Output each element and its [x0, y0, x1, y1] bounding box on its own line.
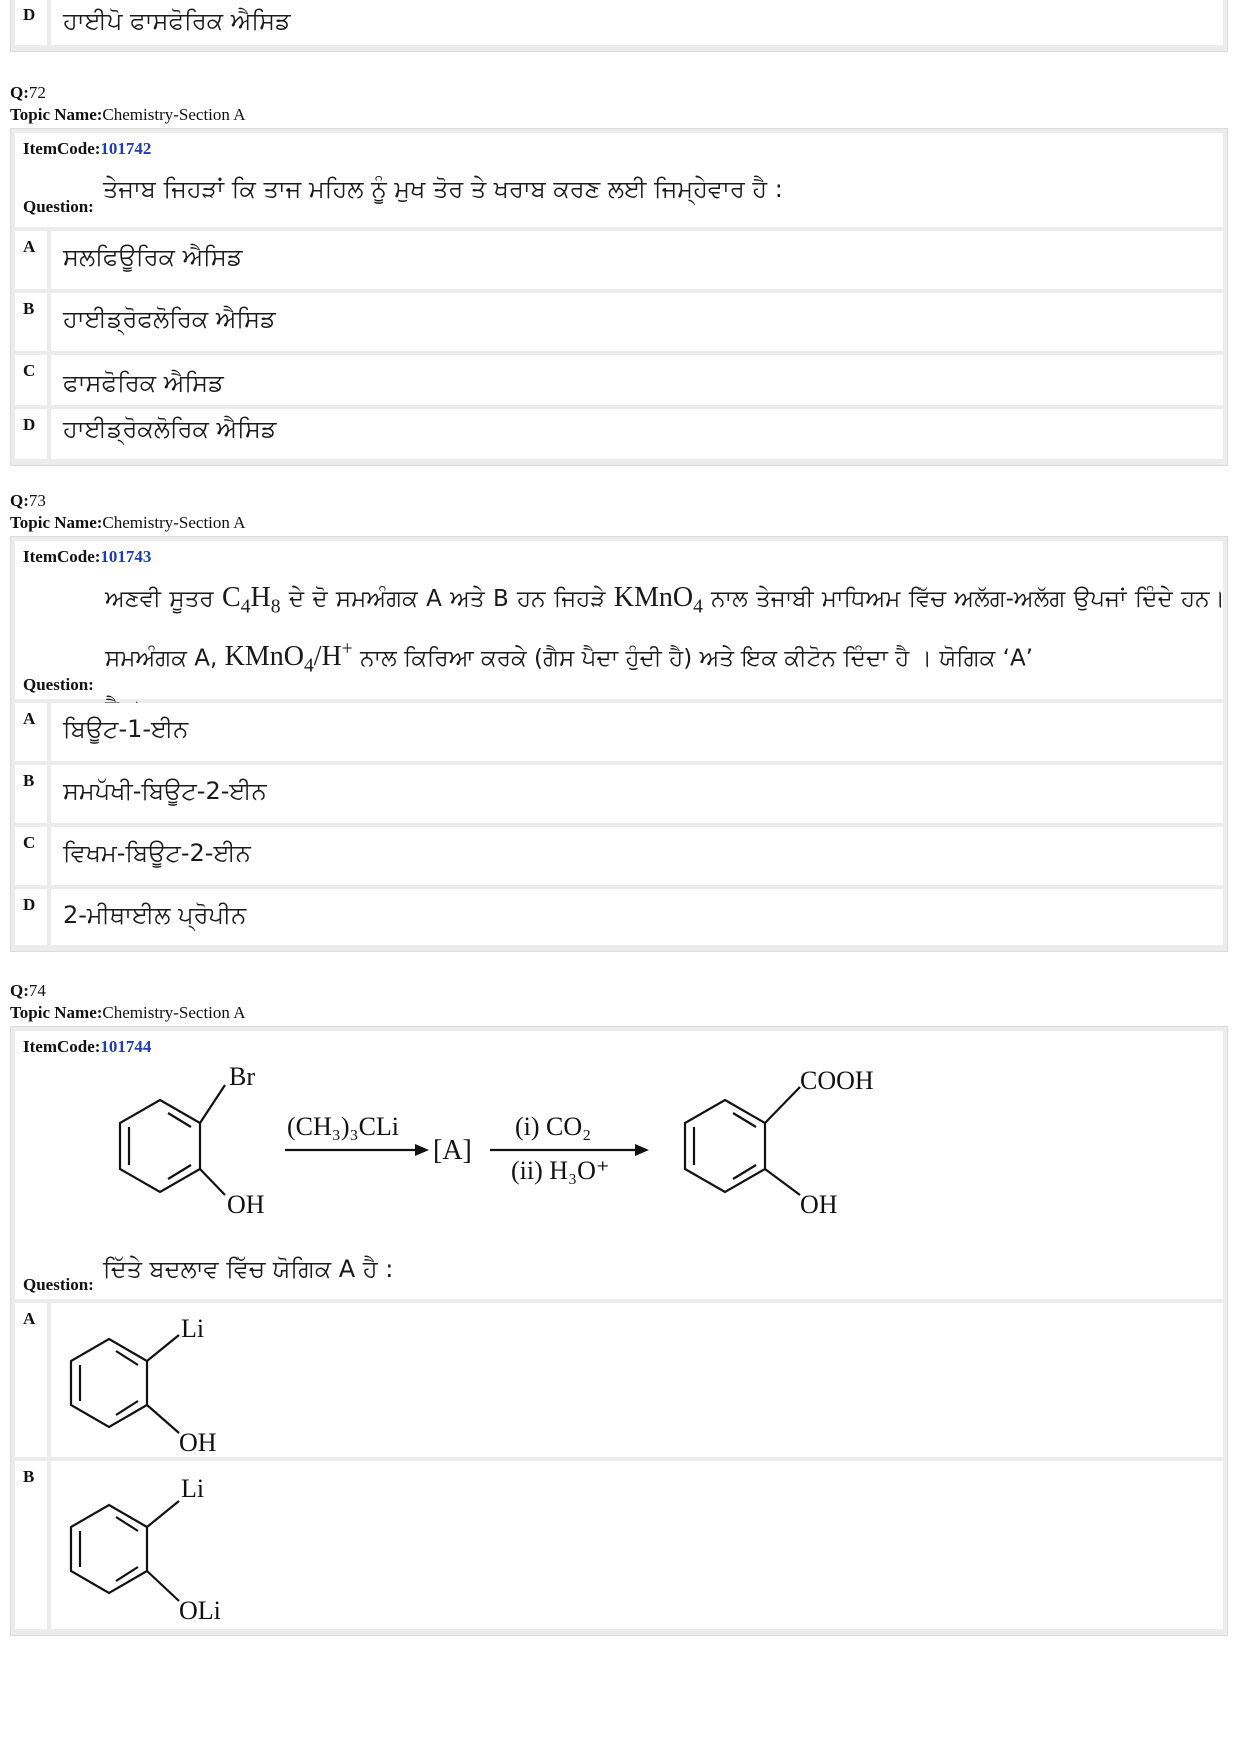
item-code: ItemCode:101742: [23, 139, 152, 158]
option-b-oli-label: OLi: [179, 1596, 221, 1625]
option-letter: C: [23, 361, 36, 380]
option-a-li-label: Li: [181, 1314, 205, 1343]
question-label: Question:: [23, 675, 94, 694]
q74-stem: [15, 1031, 1223, 1299]
option-text: ਫਾਸਫੋਰਿਕ ਐਸਿਡ: [63, 369, 224, 397]
option-text: 2-ਮੀਥਾਈਲ ਪ੍ਰੋਪੀਨ: [63, 901, 247, 929]
option-letter: A: [23, 1309, 36, 1328]
q72-header: [10, 82, 245, 126]
q72-card: [10, 128, 1228, 466]
option-text: ਹਾਈਡ੍ਰੋਕਲੋਰਿਕ ਐਸਿਡ: [63, 415, 277, 443]
prev-question-card: [10, 0, 1228, 52]
option-text: ਹਾਈਡ੍ਰੋਫਲੋਰਿਕ ਐਸਿਡ: [63, 305, 276, 333]
option-text: ਬਿਊਟ-1-ਈਨ: [63, 715, 189, 743]
reagent-2b-label: (ii) H₃O⁺: [511, 1156, 610, 1185]
option-a[interactable]: [15, 1303, 1223, 1457]
option-b[interactable]: [15, 293, 1223, 351]
question-text: ਦਿੱਤੇ ਬਦਲਾਵ ਵਿੱਚ ਯੋਗਿਕ A ਹੈ :: [103, 1255, 394, 1283]
q74-header: [10, 980, 245, 1024]
question-text: ਤੇਜਾਬ ਜਿਹੜਾਂ ਕਿ ਤਾਜ ਮਹਿਲ ਨੂੰ ਮੁਖ ਤੋਰ ਤੇ ਖਰਾਬ ਕਰਣ ਲਈ ਜਿਮ੍ਹੇਵਾਰ ਹੈ :: [103, 175, 783, 203]
reagent-2a-label: (i) CO₂: [515, 1112, 592, 1141]
item-code: ItemCode:101743: [23, 547, 152, 566]
option-letter: B: [23, 771, 35, 790]
option-text: ਵਿਖਮ-ਬਿਊਟ-2-ਈਨ: [63, 839, 251, 867]
option-d[interactable]: [15, 409, 1223, 459]
topic-label: Topic Name:: [10, 1003, 103, 1022]
q72-stem: [15, 133, 1223, 227]
reaction-scheme: [95, 1055, 915, 1225]
option-text: ਸਮਪੱਖੀ-ਬਿਊਟ-2-ਈਨ: [63, 777, 267, 805]
q-number: 74: [28, 981, 46, 1000]
topic-label: Topic Name:: [10, 105, 103, 124]
option-a-structure: [59, 1305, 299, 1455]
option-c[interactable]: [15, 355, 1223, 405]
topic-name: Chemistry-Section A: [102, 1003, 246, 1022]
question-label: Question:: [23, 1275, 94, 1294]
q-number: 73: [28, 491, 46, 510]
option-a[interactable]: [15, 231, 1223, 289]
q73-card: [10, 536, 1228, 952]
option-letter: A: [23, 237, 36, 256]
option-letter: D: [23, 895, 36, 914]
reactant-br-label: Br: [229, 1062, 255, 1091]
q73-stem: [15, 541, 1226, 699]
option-b[interactable]: [15, 1461, 1223, 1629]
topic-name: Chemistry-Section A: [102, 513, 246, 532]
product-oh-label: OH: [800, 1190, 838, 1219]
option-d[interactable]: [15, 889, 1223, 945]
option-letter: D: [23, 5, 36, 24]
option-b-li-label: Li: [181, 1474, 205, 1503]
option-text: ਸਲਫਿਊਰਿਕ ਐਸਿਡ: [63, 243, 243, 271]
option-b[interactable]: [15, 765, 1223, 823]
option-letter: B: [23, 299, 35, 318]
reagent-1-label: (CH₃)₃CLi: [287, 1112, 400, 1141]
intermediate-label: [A]: [433, 1135, 472, 1166]
option-letter: C: [23, 833, 36, 852]
question-label: Question:: [23, 197, 94, 216]
q-label: Q:: [10, 491, 29, 510]
topic-label: Topic Name:: [10, 513, 103, 532]
option-a-oh-label: OH: [179, 1428, 217, 1455]
topic-name: Chemistry-Section A: [102, 105, 246, 124]
q73-header: [10, 490, 245, 534]
option-d[interactable]: [15, 0, 1223, 45]
option-letter: A: [23, 709, 36, 728]
product-cooh-label: COOH: [800, 1066, 874, 1095]
question-text: ਅਣਵੀ ਸੂਤਰ $C_4H_8$ ਦੇ ਦੋ ਸਮਅੰਗਕ A ਅਤੇ B ਹਨ ਜਿਹੜੇ KMnO$_4$ ਨਾਲ ਤੇਜਾਬੀ ਮਾਧਿਅਮ ਵਿੱਚ ਅਲੱਗ-ਅਲੱਗ ਉਪਜਾਂ ਦਿੰਦੇ ਹਨ। ਸਮਅੰਗਕ A, KMnO$_4$/H+ ਨਾਲ ਕਿਰਿਆ ਕਰਕੇ (ਗੈਸ ਪੈਦਾ ਹੁੰਦੀ ਹੈ) ਅਤੇ ਇਕ ਕੀਟੋਨ ਦਿੰਦਾ ਹੈ । ਯੋਗਿਕ ‘A’: [105, 582, 1226, 677]
reactant-oh-label: OH: [227, 1190, 265, 1219]
option-letter: D: [23, 415, 36, 434]
q-number: 72: [28, 83, 46, 102]
q74-card: [10, 1026, 1228, 1636]
option-a[interactable]: [15, 703, 1223, 761]
option-c[interactable]: [15, 827, 1223, 885]
q-label: Q:: [10, 83, 29, 102]
q-label: Q:: [10, 981, 29, 1000]
item-code: ItemCode:101744: [23, 1037, 152, 1056]
option-text: ਹਾਈਪੋ ਫਾਸਫੋਰਿਕ ਐਸਿਡ: [63, 7, 291, 35]
option-letter: B: [23, 1467, 35, 1486]
option-b-structure: [59, 1463, 299, 1627]
